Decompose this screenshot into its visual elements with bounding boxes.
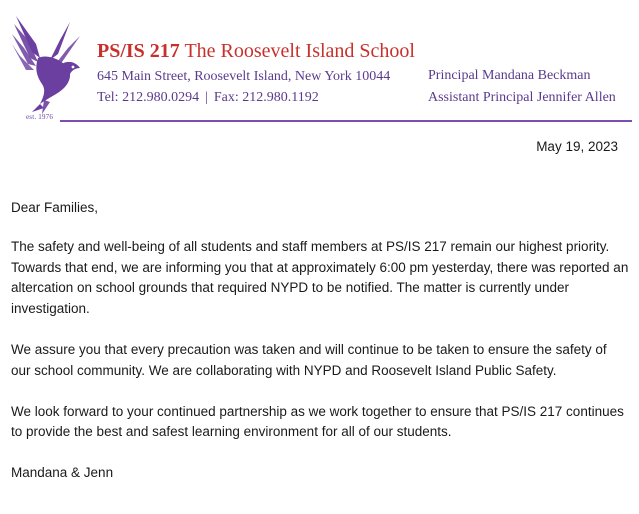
- established-year: est. 1976: [26, 113, 54, 121]
- school-code: PS/IS 217: [97, 40, 180, 62]
- principal-name: Principal Mandana Beckman: [428, 68, 591, 83]
- letterhead-divider: [60, 120, 632, 122]
- contact-numbers: [97, 90, 319, 106]
- closing-signature: Mandana & Jenn: [11, 465, 114, 481]
- eagle-icon: [10, 14, 90, 126]
- letter-date: May 19, 2023: [536, 139, 618, 154]
- fax: Fax: 212.980.1192: [213, 90, 319, 105]
- letter-body: [11, 198, 629, 484]
- school-name: [97, 40, 415, 63]
- school-address: 645 Main Street, Roosevelt Island, New York 10044: [97, 69, 391, 84]
- paragraph-2: We assure you that every precaution was taken and will continue to be taken to ensure the safety of our school community. We are collaborating with NYPD and Roosevelt Island Public Safety.: [11, 341, 607, 378]
- salutation: Dear Families,: [11, 200, 99, 215]
- separator: |: [205, 90, 208, 105]
- paragraph-3: We look forward to your continued partnership as we work together to ensure that PS/IS 217 continues to provide the best and safest learning environment for all of our students.: [11, 403, 624, 440]
- school-name-text: The Roosevelt Island School: [184, 40, 415, 62]
- assistant-principal-name: Assistant Principal Jennifer Allen: [428, 90, 616, 105]
- letterhead: [0, 0, 639, 128]
- telephone: Tel: 212.980.0294: [97, 90, 200, 105]
- paragraph-1: The safety and well-being of all students and staff members at PS/IS 217 remain our highest priority. Towards that end, we are informing you that at approximately 6:00 pm yesterday, there was reported an altercation on school grounds that required NYPD to be notified. The matter is currently under investigation.: [11, 238, 629, 317]
